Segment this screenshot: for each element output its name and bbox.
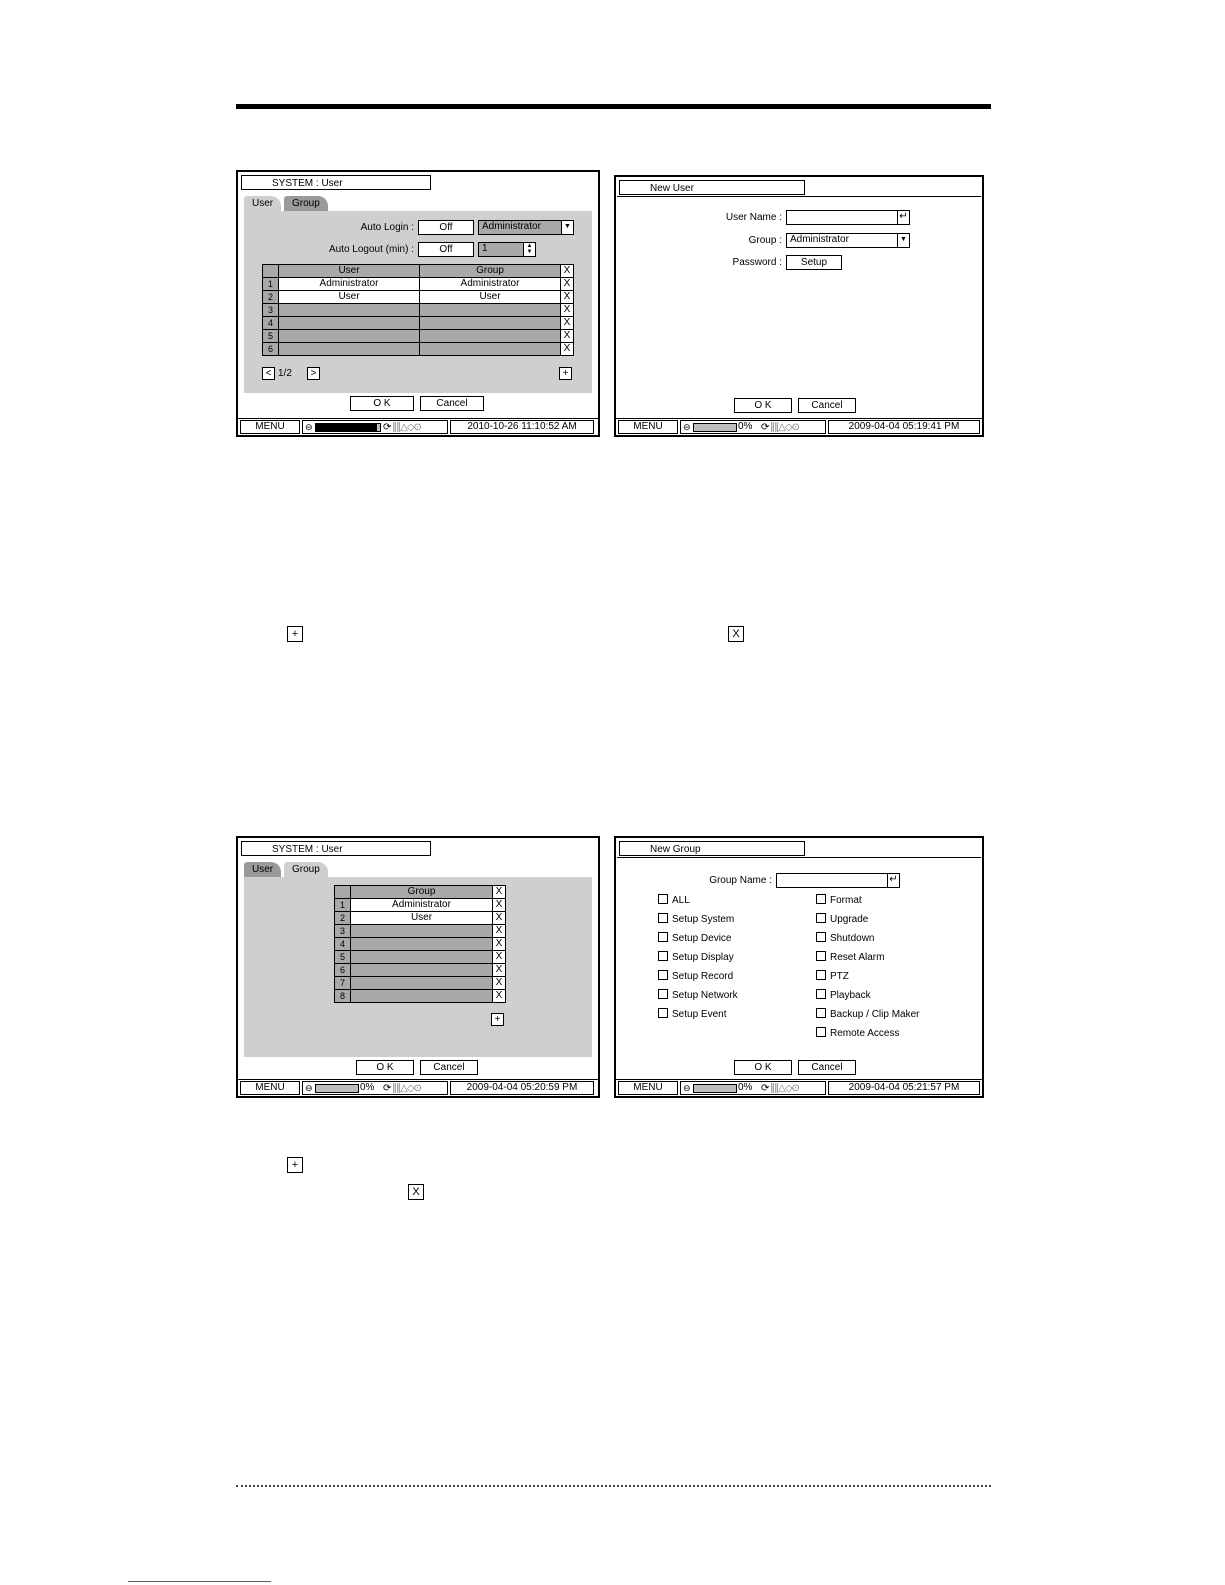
group-table <box>334 885 506 1003</box>
sync-icon: ⟳ <box>383 422 391 433</box>
status-bar <box>238 1079 598 1096</box>
checkbox-icon[interactable] <box>816 932 826 942</box>
system-group-screen <box>236 836 600 1098</box>
status-bar <box>616 1079 982 1096</box>
permission-checkbox[interactable] <box>816 970 849 983</box>
permission-label: Remote Access <box>830 1028 900 1039</box>
delete-row-icon[interactable]: X <box>561 343 574 356</box>
table-row[interactable] <box>335 925 506 938</box>
page-indicator: 1/2 <box>278 368 292 379</box>
permission-label: Format <box>830 895 862 906</box>
permission-checkbox[interactable] <box>816 989 871 1002</box>
delete-row-icon[interactable]: X <box>493 964 506 977</box>
tab-user[interactable]: User <box>244 196 281 211</box>
group-cell[interactable] <box>351 938 493 951</box>
row-number: 4 <box>335 938 351 951</box>
delete-row-icon[interactable]: X <box>561 317 574 330</box>
status-icons: ⟳ ∥∥△◇⊙ <box>383 422 421 433</box>
group-name-label: Group Name : <box>709 875 772 886</box>
auto-login-user-dropdown[interactable] <box>478 220 574 235</box>
user-panel <box>244 211 592 393</box>
add-group-button[interactable]: + <box>491 1013 504 1026</box>
group-cell[interactable] <box>351 925 493 938</box>
permission-checkbox[interactable] <box>658 932 731 945</box>
permission-checkbox[interactable] <box>816 932 874 945</box>
group-value: Administrator <box>790 234 849 245</box>
hdd-usage-bar <box>693 423 737 432</box>
datetime: 2009-04-04 05:19:41 PM <box>828 420 980 434</box>
status-indicators <box>302 420 448 434</box>
permission-checkbox[interactable] <box>658 913 734 926</box>
delete-row-icon[interactable]: X <box>561 278 574 291</box>
tab-user[interactable]: User <box>244 862 281 877</box>
delete-row-icon[interactable]: X <box>493 912 506 925</box>
delete-row-icon[interactable]: X <box>493 951 506 964</box>
enter-key-icon[interactable]: ↵ <box>887 874 899 887</box>
table-corner <box>263 265 279 278</box>
permission-label: ALL <box>672 895 690 906</box>
table-row[interactable] <box>263 278 574 291</box>
delete-legend-icon: X <box>728 626 744 642</box>
group-cell[interactable] <box>351 990 493 1003</box>
col-header-group: Group <box>420 265 561 278</box>
table-row[interactable] <box>335 977 506 990</box>
dropdown-arrow-icon: ▼ <box>561 221 573 234</box>
table-row[interactable] <box>335 938 506 951</box>
group-panel <box>244 877 592 1057</box>
status-icons: ⟳ ∥∥△◇⊙ <box>383 1083 421 1094</box>
group-cell[interactable]: User <box>420 291 561 304</box>
row-number: 5 <box>263 330 279 343</box>
tab-group[interactable]: Group <box>284 196 328 211</box>
datetime: 2009-04-04 05:20:59 PM <box>450 1081 594 1095</box>
auto-login-label: Auto Login : <box>360 222 414 233</box>
delete-row-icon[interactable]: X <box>561 291 574 304</box>
table-row[interactable] <box>335 951 506 964</box>
new-group-panel <box>617 857 981 860</box>
permission-checkbox[interactable] <box>658 989 738 1002</box>
auto-logout-label: Auto Logout (min) : <box>328 244 414 255</box>
hdd-usage-bar <box>315 1084 359 1093</box>
auto-logout-toggle[interactable]: Off <box>418 242 474 257</box>
hdd-icon: ⊖ <box>683 422 691 432</box>
auto-logout-min-value: 1 <box>482 243 488 254</box>
new-group-screen <box>614 836 984 1098</box>
group-cell[interactable]: Administrator <box>420 278 561 291</box>
checkbox-icon[interactable] <box>658 951 668 961</box>
sync-icon: ⟳ <box>383 1083 391 1094</box>
user-cell[interactable]: User <box>279 291 420 304</box>
group-label: Group : <box>748 235 782 246</box>
status-icons: ⟳ ∥∥△◇⊙ <box>761 1083 799 1094</box>
row-number: 1 <box>263 278 279 291</box>
delete-all-icon[interactable]: X <box>493 886 506 899</box>
table-row[interactable] <box>263 343 574 356</box>
permission-checkbox[interactable] <box>816 1008 919 1021</box>
table-row[interactable] <box>335 990 506 1003</box>
hdd-usage-bar <box>693 1084 737 1093</box>
user-cell[interactable] <box>279 304 420 317</box>
dropdown-arrow-icon: ▼ <box>897 234 909 247</box>
checkbox-icon[interactable] <box>816 1027 826 1037</box>
screen-title: SYSTEM : User <box>241 841 431 856</box>
group-cell[interactable] <box>420 330 561 343</box>
screen-title: New User <box>619 180 805 195</box>
status-bar <box>238 418 598 435</box>
ok-button[interactable]: O K <box>350 396 414 411</box>
group-name-input[interactable] <box>776 873 900 888</box>
checkbox-icon[interactable] <box>658 989 668 999</box>
delete-row-icon[interactable]: X <box>493 938 506 951</box>
permission-checkbox[interactable] <box>658 970 733 983</box>
hdd-usage-bar <box>315 423 381 432</box>
footer-link-line <box>128 1581 271 1582</box>
hdd-percent: 0% <box>738 1082 753 1093</box>
col-header-group: Group <box>351 886 493 899</box>
permission-checkbox[interactable] <box>658 951 734 964</box>
system-user-screen <box>236 170 600 437</box>
delete-row-icon[interactable]: X <box>493 990 506 1003</box>
table-row[interactable] <box>335 964 506 977</box>
delete-row-icon[interactable]: X <box>493 977 506 990</box>
new-user-panel <box>617 196 981 199</box>
datetime: 2010-10-26 11:10:52 AM <box>450 420 594 434</box>
menu-button[interactable]: MENU <box>618 1081 678 1095</box>
permission-label: Setup Device <box>672 933 732 944</box>
table-row[interactable] <box>263 317 574 330</box>
checkbox-icon[interactable] <box>658 894 668 904</box>
enter-key-icon[interactable]: ↵ <box>897 211 909 224</box>
prev-page-button[interactable]: < <box>262 367 275 380</box>
row-number: 1 <box>335 899 351 912</box>
checkbox-icon[interactable] <box>816 894 826 904</box>
status-indicators <box>680 420 826 434</box>
checkbox-icon[interactable] <box>658 970 668 980</box>
user-cell[interactable]: Administrator <box>279 278 420 291</box>
status-indicators <box>302 1081 448 1095</box>
permission-label: Shutdown <box>830 933 875 944</box>
checkbox-icon[interactable] <box>658 932 668 942</box>
permission-label: Setup Record <box>672 971 734 982</box>
hdd-icon: ⊖ <box>305 1083 313 1093</box>
cancel-button[interactable]: Cancel <box>798 1060 856 1075</box>
checkbox-icon[interactable] <box>658 1008 668 1018</box>
group-cell[interactable] <box>420 304 561 317</box>
user-table <box>262 264 574 356</box>
password-setup-button[interactable]: Setup <box>786 255 842 270</box>
user-name-label: User Name : <box>725 212 782 223</box>
checkbox-icon[interactable] <box>816 1008 826 1018</box>
row-number: 3 <box>263 304 279 317</box>
permission-label: Upgrade <box>830 914 869 925</box>
next-page-button[interactable]: > <box>307 367 320 380</box>
permission-label: Setup System <box>672 914 735 925</box>
auto-login-user-value: Administrator <box>482 221 541 232</box>
checkbox-icon[interactable] <box>816 970 826 980</box>
screen-title: SYSTEM : User <box>241 175 431 190</box>
table-row[interactable] <box>263 304 574 317</box>
delete-all-icon[interactable]: X <box>561 265 574 278</box>
table-row[interactable] <box>335 912 506 925</box>
row-number: 8 <box>335 990 351 1003</box>
checkbox-icon[interactable] <box>816 951 826 961</box>
permission-label: Setup Display <box>672 952 734 963</box>
add-legend-icon: + <box>287 1157 303 1173</box>
permission-label: Reset Alarm <box>830 952 885 963</box>
datetime: 2009-04-04 05:21:57 PM <box>828 1081 980 1095</box>
header-rule <box>236 104 991 109</box>
group-cell[interactable] <box>351 977 493 990</box>
auto-login-toggle[interactable]: Off <box>418 220 474 235</box>
col-header-user: User <box>279 265 420 278</box>
menu-button[interactable]: MENU <box>240 1081 300 1095</box>
group-dropdown[interactable] <box>786 233 910 248</box>
status-icons: ⟳ ∥∥△◇⊙ <box>761 422 799 433</box>
password-label: Password : <box>732 257 782 268</box>
cancel-button[interactable]: Cancel <box>420 1060 478 1075</box>
permission-label: Setup Network <box>672 990 738 1001</box>
row-number: 4 <box>263 317 279 330</box>
permission-checkbox[interactable] <box>816 1027 899 1040</box>
permission-label: Playback <box>830 990 871 1001</box>
group-cell[interactable] <box>420 317 561 330</box>
user-cell[interactable] <box>279 343 420 356</box>
hdd-icon: ⊖ <box>305 422 313 432</box>
table-row[interactable] <box>335 899 506 912</box>
menu-button[interactable]: MENU <box>618 420 678 434</box>
hdd-icon: ⊖ <box>683 1083 691 1093</box>
checkbox-icon[interactable] <box>658 913 668 923</box>
hdd-percent: 0% <box>738 421 753 432</box>
new-user-screen <box>614 175 984 437</box>
delete-legend-icon: X <box>408 1184 424 1200</box>
row-number: 6 <box>335 964 351 977</box>
sync-icon: ⟳ <box>761 422 769 433</box>
group-cell[interactable]: Administrator <box>351 899 493 912</box>
ok-button[interactable]: O K <box>734 398 792 413</box>
checkbox-icon[interactable] <box>816 913 826 923</box>
cancel-button[interactable]: Cancel <box>798 398 856 413</box>
screen-title: New Group <box>619 841 805 856</box>
spinner-icon[interactable]: ▲ ▼ <box>523 243 535 256</box>
permission-label: Setup Event <box>672 1009 727 1020</box>
user-name-input[interactable] <box>786 210 910 225</box>
row-number: 2 <box>335 912 351 925</box>
row-number: 7 <box>335 977 351 990</box>
menu-button[interactable]: MENU <box>240 420 300 434</box>
group-cell[interactable] <box>351 964 493 977</box>
table-row[interactable] <box>263 291 574 304</box>
ok-button[interactable]: O K <box>734 1060 792 1075</box>
permission-checkbox[interactable] <box>816 913 868 926</box>
hdd-percent: 0% <box>360 1082 375 1093</box>
cancel-button[interactable]: Cancel <box>420 396 484 411</box>
status-indicators <box>680 1081 826 1095</box>
ok-button[interactable]: O K <box>356 1060 414 1075</box>
delete-row-icon[interactable]: X <box>561 330 574 343</box>
row-number: 3 <box>335 925 351 938</box>
row-number: 6 <box>263 343 279 356</box>
row-number: 2 <box>263 291 279 304</box>
permission-checkbox[interactable] <box>816 894 862 907</box>
permission-label: PTZ <box>830 971 849 982</box>
user-cell[interactable] <box>279 317 420 330</box>
user-cell[interactable] <box>279 330 420 343</box>
table-corner <box>335 886 351 899</box>
sync-icon: ⟳ <box>761 1083 769 1094</box>
group-cell[interactable] <box>351 951 493 964</box>
permission-label: Backup / Clip Maker <box>830 1009 920 1020</box>
permission-checkbox[interactable] <box>658 894 690 907</box>
auto-logout-min-stepper[interactable] <box>478 242 536 257</box>
delete-row-icon[interactable]: X <box>493 899 506 912</box>
permission-checkbox[interactable] <box>816 951 884 964</box>
delete-row-icon[interactable]: X <box>493 925 506 938</box>
row-number: 5 <box>335 951 351 964</box>
checkbox-icon[interactable] <box>816 989 826 999</box>
group-cell[interactable]: User <box>351 912 493 925</box>
add-user-button[interactable]: + <box>559 367 572 380</box>
table-row[interactable] <box>263 330 574 343</box>
status-bar <box>616 418 982 435</box>
footer-rule <box>236 1485 991 1487</box>
permission-checkbox[interactable] <box>658 1008 726 1021</box>
group-cell[interactable] <box>420 343 561 356</box>
tab-group[interactable]: Group <box>284 862 328 877</box>
add-legend-icon: + <box>287 626 303 642</box>
delete-row-icon[interactable]: X <box>561 304 574 317</box>
